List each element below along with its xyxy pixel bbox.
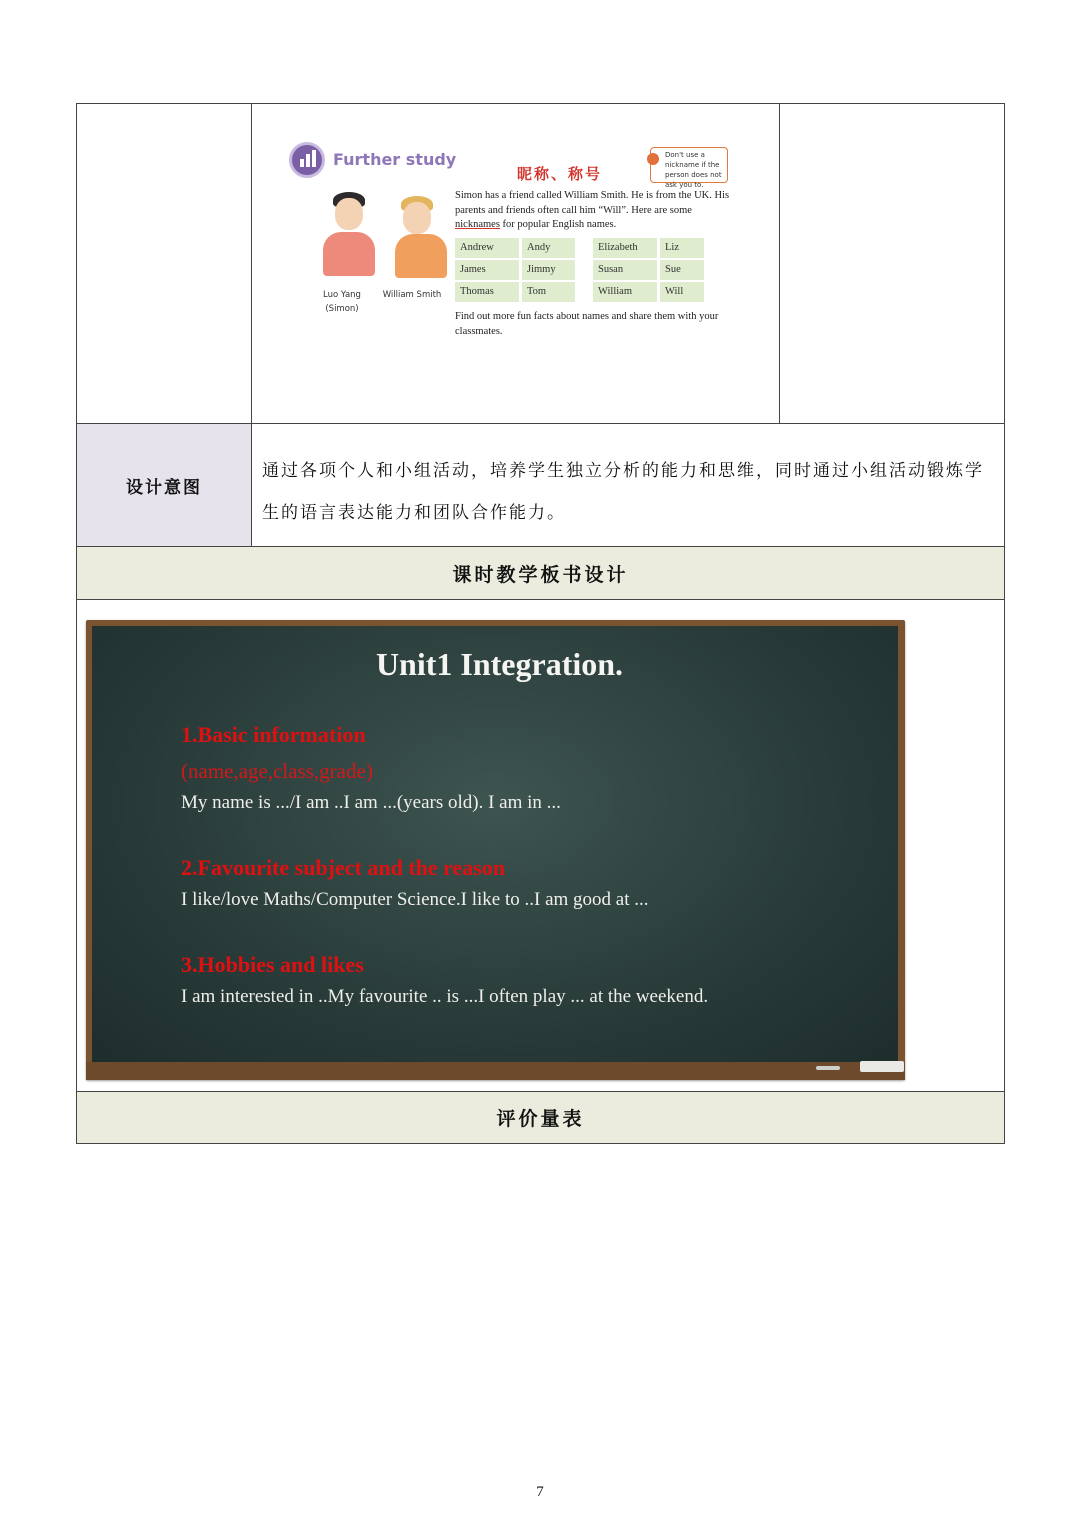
names-table-left [455,238,578,304]
table-cell: James [455,260,519,280]
tip-text: Don't use a nickname if the person does not ask you to. [665,151,722,189]
board-heading-3: 3.Hobbies and likes [181,952,364,977]
table-cell: Tom [522,282,575,302]
tip-icon [647,153,659,165]
column-divider [779,103,780,424]
chalk-ledge [86,1062,905,1080]
chalk-icon [816,1066,840,1070]
names-table-right [593,238,707,304]
table-cell: Jimmy [522,260,575,280]
board-line-2: I like/love Maths/Computer Science.I like to ..I am good at ... [181,889,649,910]
evaluation-header: 评价量表 [77,1092,1004,1143]
table-cell: Liz [660,238,704,258]
design-intent-label: 设计意图 [77,424,251,546]
character-name: William Smith [382,290,442,300]
tip-box [650,147,728,189]
textbook-excerpt [285,138,735,348]
board-line-3: I am interested in ..My favourite .. is ...I often play ... at the weekend. [181,986,709,1007]
table-cell: Andy [522,238,575,258]
nickname-heading: 昵称、称号 [517,167,603,183]
table-cell: Will [660,282,704,302]
section-title: Further study [333,150,457,169]
board-design-header: 课时教学板书设计 [77,547,1004,599]
design-intent-text: 通过各项个人和小组活动，培养学生独立分析的能力和思维，同时通过小组活动锻炼学生的语言表达能力和团队合作能力。 [262,461,984,523]
find-more-text: Find out more fun facts about names and share them with your classmates. [455,311,719,337]
board-heading-1-sub: (name,age,class,grade) [181,759,373,783]
board-line-1: My name is .../I am ..I am ...(years old). I am in ... [181,792,561,813]
table-cell: Sue [660,260,704,280]
table-cell: Andrew [455,238,519,258]
table-cell: Thomas [455,282,519,302]
chart-icon [289,142,325,178]
row-divider [76,599,1005,600]
board-heading-1: 1.Basic information [181,722,366,747]
character-name: Luo Yang (Simon) [323,290,361,314]
board-heading-2: 2.Favourite subject and the reason [181,855,506,880]
intro-paragraph: Simon has a friend called William Smith. He is from the UK. His parents and friends often call him “Will”. Here are some nicknames for popular English names. [455,190,730,230]
chalk-icon [860,1061,904,1072]
table-cell: Susan [593,260,657,280]
table-cell: William [593,282,657,302]
board-title: Unit1 Integration. [375,646,624,682]
page-number: 7 [536,1484,544,1500]
table-cell: Elizabeth [593,238,657,258]
nicknames-link: nicknames [455,219,500,230]
column-divider [251,103,252,546]
